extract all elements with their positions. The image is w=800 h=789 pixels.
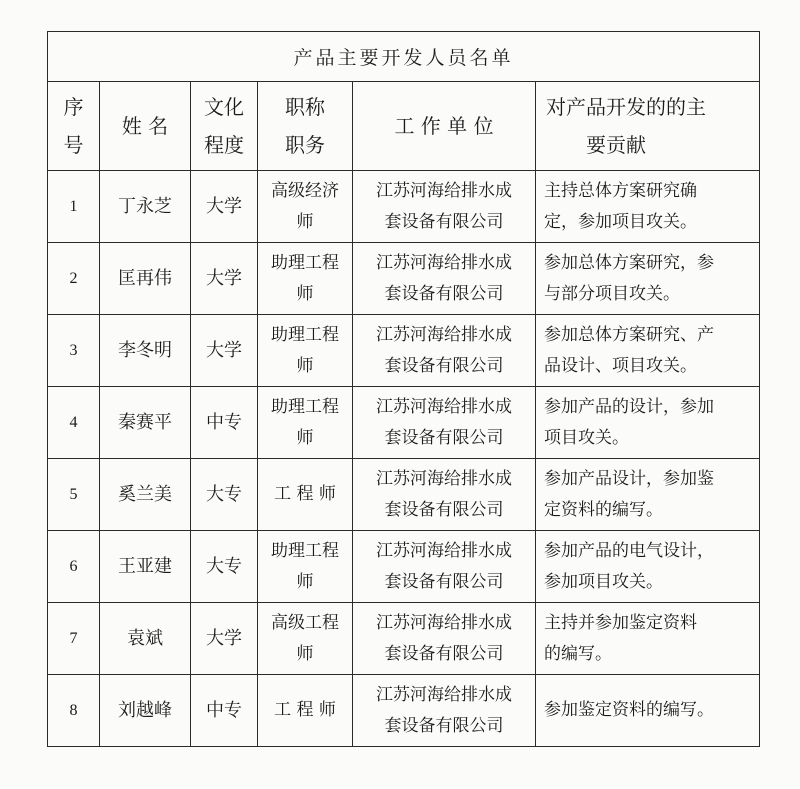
row-unit [353,603,536,675]
row-name: 王亚建 [100,531,191,603]
row-unit-line-2: 套设备有限公司 [384,499,504,520]
row-no: 6 [48,531,100,603]
header-contribution-line-1: 对产品开发的的主 [546,95,706,119]
row-position [258,675,353,747]
row-name: 匡再伟 [100,243,191,315]
row-contribution-line-1: 参加产品的设计，参加 [544,396,714,417]
header-position-line-2: 职务 [285,133,325,157]
table-row [48,603,760,675]
row-no: 3 [48,315,100,387]
row-education: 大学 [191,315,258,387]
row-unit-line-2: 套设备有限公司 [384,283,504,304]
row-contribution-line-1: 主持并参加鉴定资料 [544,612,697,633]
header-unit: 工 作 单 位 [353,82,536,171]
row-unit-line-1: 江苏河海给排水成 [376,612,512,633]
row-position-line-2: 师 [296,571,314,592]
table-row [48,675,760,747]
header-position-line-1: 职称 [285,95,325,119]
row-contribution-line-2: 定，参加项目攻关。 [544,211,697,232]
row-position-line-1: 助理工程 [271,540,339,561]
row-unit [353,171,536,243]
header-contribution-line-2: 要贡献 [586,133,646,157]
row-contribution-line-2: 参加项目攻关。 [544,571,663,592]
row-no: 2 [48,243,100,315]
row-no: 5 [48,459,100,531]
row-contribution [536,603,760,675]
row-unit-line-1: 江苏河海给排水成 [376,540,512,561]
row-position [258,459,353,531]
row-position-line-2: 师 [296,643,314,664]
row-no: 4 [48,387,100,459]
row-position-line-2: 师 [296,283,314,304]
row-contribution [536,675,760,747]
row-no: 7 [48,603,100,675]
row-position-line-1: 助理工程 [271,324,339,345]
row-position [258,315,353,387]
row-no: 8 [48,675,100,747]
row-contribution-line-1: 主持总体方案研究确 [544,180,697,201]
row-contribution [536,243,760,315]
row-contribution-line-2: 项目攻关。 [544,427,629,448]
row-position-line-1: 助理工程 [271,252,339,273]
row-position-line-1: 高级经济 [271,180,339,201]
row-position-line-1: 工 程 师 [274,700,336,720]
table-row [48,459,760,531]
row-unit [353,387,536,459]
row-education: 大专 [191,459,258,531]
table-row [48,315,760,387]
row-unit-line-1: 江苏河海给排水成 [376,468,512,489]
row-education: 中专 [191,387,258,459]
row-position-line-2: 师 [296,355,314,376]
header-education [191,82,258,171]
row-position [258,603,353,675]
row-unit [353,531,536,603]
row-position-line-2: 师 [296,427,314,448]
developer-roster-table [47,31,760,747]
header-contribution [536,82,760,171]
row-name: 刘越峰 [100,675,191,747]
row-position [258,387,353,459]
row-position [258,531,353,603]
row-unit-line-1: 江苏河海给排水成 [376,684,512,705]
table-row [48,531,760,603]
row-unit-line-1: 江苏河海给排水成 [376,180,512,201]
row-unit [353,243,536,315]
table-row [48,171,760,243]
row-unit [353,459,536,531]
row-position-line-1: 助理工程 [271,396,339,417]
row-unit-line-2: 套设备有限公司 [384,643,504,664]
row-unit [353,675,536,747]
row-name: 丁永芝 [100,171,191,243]
row-contribution-line-1: 参加总体方案研究、产 [544,324,714,345]
row-position [258,243,353,315]
row-contribution-line-2: 定资料的编写。 [544,499,663,520]
row-name: 秦赛平 [100,387,191,459]
row-contribution-line-2: 品设计、项目攻关。 [544,355,697,376]
header-name: 姓 名 [100,82,191,171]
row-unit [353,315,536,387]
header-position [258,82,353,171]
row-unit-line-1: 江苏河海给排水成 [376,324,512,345]
header-no-line-1: 序 [63,95,84,119]
row-education: 大学 [191,603,258,675]
row-unit-line-1: 江苏河海给排水成 [376,396,512,417]
table-title: 产品主要开发人员名单 [48,32,760,82]
row-unit-line-2: 套设备有限公司 [384,427,504,448]
table-row [48,243,760,315]
header-education-line-1: 文化 [204,95,244,119]
title-row [48,32,760,82]
row-unit-line-1: 江苏河海给排水成 [376,252,512,273]
row-contribution-line-1: 参加总体方案研究，参 [544,252,714,273]
row-unit-line-2: 套设备有限公司 [384,211,504,232]
row-position-line-1: 高级工程 [271,612,339,633]
header-row [48,82,760,171]
row-position [258,171,353,243]
row-position-line-1: 工 程 师 [274,484,336,504]
row-unit-line-2: 套设备有限公司 [384,355,504,376]
header-no [48,82,100,171]
row-education: 中专 [191,675,258,747]
row-unit-line-2: 套设备有限公司 [384,715,504,736]
row-contribution [536,171,760,243]
row-unit-line-2: 套设备有限公司 [384,571,504,592]
row-contribution [536,531,760,603]
row-contribution [536,459,760,531]
row-contribution [536,387,760,459]
row-name: 奚兰美 [100,459,191,531]
row-name: 袁斌 [100,603,191,675]
table-row [48,387,760,459]
row-position-line-2: 师 [296,211,314,232]
row-contribution-line-1: 参加产品设计，参加鉴 [544,468,714,489]
row-education: 大专 [191,531,258,603]
row-name: 李冬明 [100,315,191,387]
header-education-line-2: 程度 [204,133,244,157]
header-no-line-2: 号 [63,133,84,157]
row-contribution-line-2: 与部分项目攻关。 [544,283,680,304]
row-contribution-line-1: 参加鉴定资料的编写。 [544,700,714,720]
row-no: 1 [48,171,100,243]
row-contribution-line-1: 参加产品的电气设计， [544,540,714,561]
row-education: 大学 [191,171,258,243]
row-contribution-line-2: 的编写。 [544,643,612,664]
row-education: 大学 [191,243,258,315]
row-contribution [536,315,760,387]
